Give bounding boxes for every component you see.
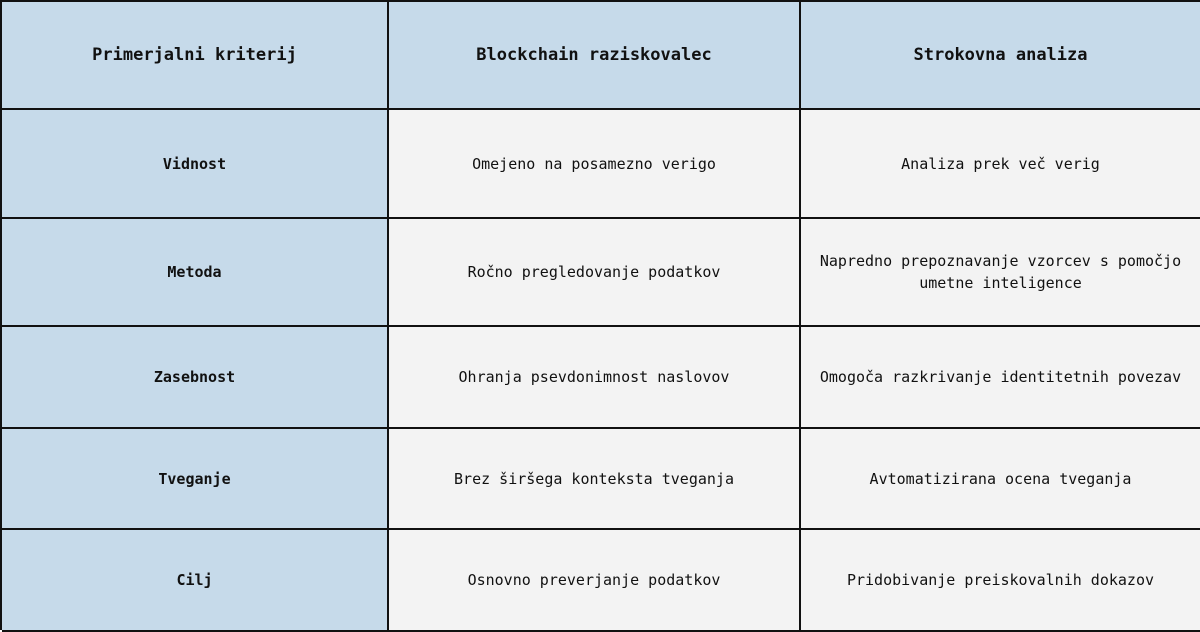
header-blockchain-explorer: Blockchain raziskovalec [389,2,801,110]
explorer-method: Ročno pregledovanje podatkov [389,219,801,327]
explorer-goal: Osnovno preverjanje podatkov [389,530,801,632]
criterion-goal: Cilj [2,530,389,632]
criterion-method: Metoda [2,219,389,327]
analysis-privacy: Omogoča razkrivanje identitetnih povezav [801,327,1200,429]
analysis-risk: Avtomatizirana ocena tveganja [801,429,1200,530]
header-expert-analysis: Strokovna analiza [801,2,1200,110]
explorer-risk: Brez širšega konteksta tveganja [389,429,801,530]
criterion-risk: Tveganje [2,429,389,530]
criterion-privacy: Zasebnost [2,327,389,429]
explorer-privacy: Ohranja psevdonimnost naslovov [389,327,801,429]
criterion-visibility: Vidnost [2,110,389,219]
analysis-method: Napredno prepoznavanje vzorcev s pomočjo umetne inteligence [801,219,1200,327]
analysis-goal: Pridobivanje preiskovalnih dokazov [801,530,1200,632]
explorer-visibility: Omejeno na posamezno verigo [389,110,801,219]
header-criterion: Primerjalni kriterij [2,2,389,110]
analysis-visibility: Analiza prek več verig [801,110,1200,219]
